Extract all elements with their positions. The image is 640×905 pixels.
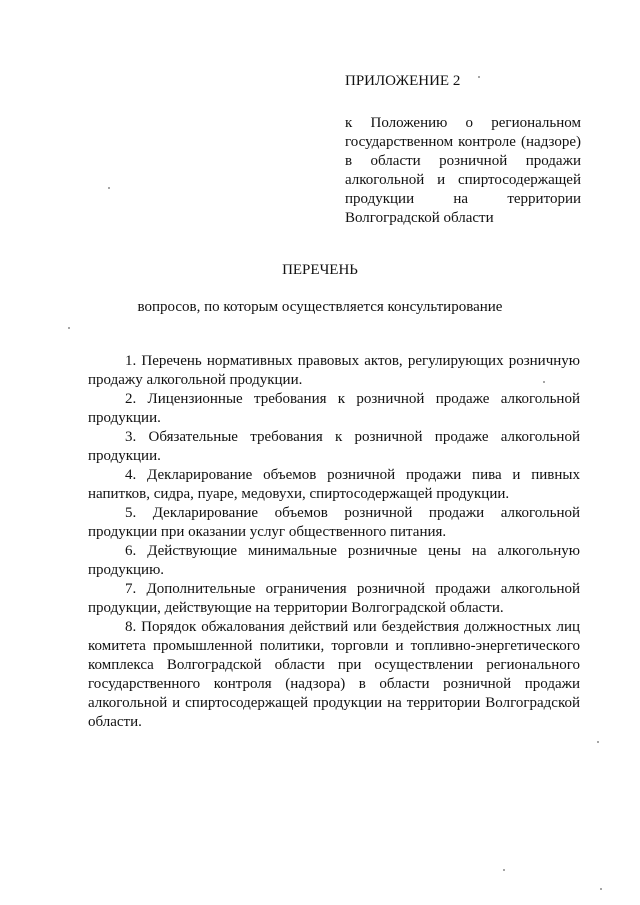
- scan-speck: [543, 381, 545, 383]
- document-title: ПЕРЕЧЕНЬ: [282, 262, 358, 278]
- list-item: 7. Дополнительные ограничения розничной продажи алкогольной продукции, действующие на территории Волгоградской области.: [88, 581, 580, 616]
- list-item: 3. Обязательные требования к розничной продаже алкогольной продукции.: [88, 429, 580, 464]
- list-item: 5. Декларирование объемов розничной продажи алкогольной продукции при оказании услуг общественного питания.: [88, 505, 580, 540]
- scan-speck: [503, 869, 505, 871]
- list-item: 4. Декларирование объемов розничной продажи пива и пивных напитков, сидра, пуаре, медовухи, спиртосодержащей продукции.: [88, 467, 580, 502]
- list-item: 2. Лицензионные требования к розничной продаже алкогольной продукции.: [88, 391, 580, 426]
- appendix-title: ПРИЛОЖЕНИЕ 2: [345, 73, 461, 89]
- list-item: 1. Перечень нормативных правовых актов, регулирующих розничную продажу алкогольной продукции.: [88, 353, 580, 388]
- appendix-block: [345, 72, 581, 228]
- scan-speck: [597, 741, 599, 743]
- scan-speck: [478, 76, 480, 78]
- scan-speck: [600, 888, 602, 890]
- list-item: 6. Действующие минимальные розничные цены на алкогольную продукцию.: [88, 543, 580, 578]
- document-subtitle: вопросов, по которым осуществляется консультирование: [137, 299, 503, 315]
- list-item: 8. Порядок обжалования действий или бездействия должностных лиц комитета промышленной политики, торговли и топливно-энергетического комплекса Волгоградской области при осуществлении регионального государственного контроля (надзора) в области розничной продажи алкогольной и спиртосодержащей продукции на территории Волгоградской области.: [88, 619, 580, 730]
- items-list: [88, 352, 580, 732]
- scan-speck: [68, 327, 70, 329]
- appendix-text: к Положению о региональном государственном контроле (надзоре) в области розничной продажи алкогольной и спиртосодержащей продукции на территории Волгоградской области: [345, 115, 581, 226]
- scan-speck: [108, 187, 110, 189]
